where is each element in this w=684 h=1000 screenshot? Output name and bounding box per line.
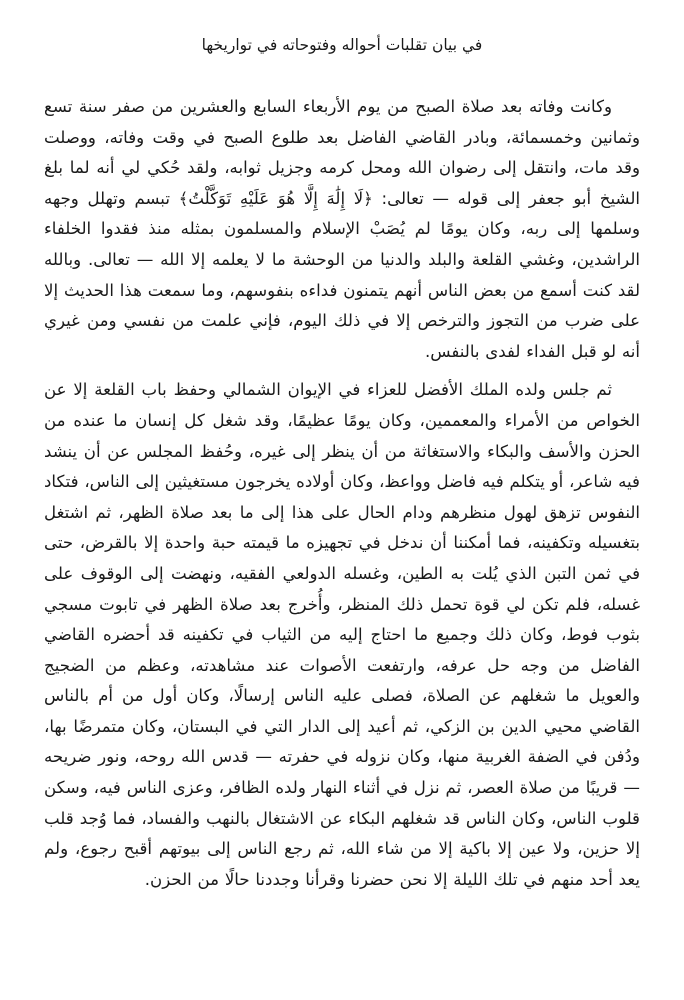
paragraph-mourning-burial: ثم جلس ولده الملك الأفضل للعزاء في الإيوان الشمالي وحفظ باب القلعة إلا عن الخواص من الأمراء والمعممين، وكان يومًا عظيمًا، وقد شغل كل إنسان ما عنده من الحزن والأسف والبكاء والاستغاثة من أن ينظر إلى غيره، وحُفظ المجلس عن أن ينشد فيه شاعر، أو يتكلم فيه فاضل وواعظ، وكان أولاده يخرجون مستغيثين إلى الناس، فتكاد النفوس تزهق لهول منظرهم ودام الحال على هذا إلى ما بعد صلاة الظهر، ثم اشتغل بتغسيله وتكفينه، فما أمكننا أن ندخل في تجهيزه ما قيمته حبة واحدة إلا بالقرض، حتى في ثمن التبن الذي يُلت به الطين، وغسله الدولعي الفقيه، ونهضت إلى الوقوف على غسله، فلم تكن لي قوة تحمل ذلك المنظر، وأُخرج بعد صلاة الظهر في تابوت مسجي بثوب فوط، وكان ذلك وجميع ما احتاج إليه من الثياب في تكفينه قد أحضره القاضي الفاضل من وجه حل عرفه، وارتفعت الأصوات عند مشاهدته، وعظم من الضجيج والعويل ما شغلهم عن الصلاة، فصلى عليه الناس إرسالًا، وكان أول من أم بالناس القاضي محيي الدين بن الزكي، ثم أعيد إلى الدار التي في البستان، وكان متمرضًا بها، ودُفن في الضفة الغربية منها، وكان نزوله في حفرته — قدس الله روحه، ونور ضريحه — قريبًا من صلاة العصر، ثم نزل في أثناء النهار ولده الظافر، وعزى الناس فيه، وسكن قلوب الناس، وكان الناس قد شغلهم البكاء عن الاشتغال بالنهب والفساد، فما وُجد قلب إلا حزين، ولا عين إلا باكية إلا من شاء الله، ثم رجع الناس إلى بيوتهم أقبح رجوع، ولم يعد أحد منهم في تلك الليلة إلا نحن حضرنا وقرأنا وجددنا حالًا من الحزن.	[44, 380, 640, 889]
paragraph-death-account: وكانت وفاته بعد صلاة الصبح من يوم الأربعاء السابع والعشرين من صفر سنة تسع وثمانين وخمسمائة، وبادر القاضي الفاضل بعد طلوع الصبح في وقت وفاته، ووصلت وقد مات، وانتقل إلى رضوان الله ومحل كرمه وجزيل ثوابه، ولقد حُكي لي أنه لما بلغ الشيخ أبو جعفر إلى قوله — تعالى: ﴿لَا إِلَٰهَ إِلَّا هُوَ عَلَيْهِ تَوَكَّلْتُ﴾ تبسم وتهلل وجهه وسلمها إلى ربه، وكان يومًا لم يُصَبْ الإسلام والمسلمون بمثله منذ فقدوا الخلفاء الراشدين، وغشي القلعة والبلد والدنيا من الوحشة ما لا يعلمه إلا الله — تعالى. وبالله لقد كنت أسمع من بعض الناس أنهم يتمنون فداءه بنفوسهم، وما سمعت هذا الحديث إلا على ضرب من التجوز والترخص إلا في ذلك اليوم، فإني علمت من نفسي ومن غيري أنه لو قبل الفداء لفدى بالنفس.	[44, 97, 640, 361]
running-head: في بيان تقلبات أحواله وفتوحاته في تواريخها	[201, 36, 483, 54]
